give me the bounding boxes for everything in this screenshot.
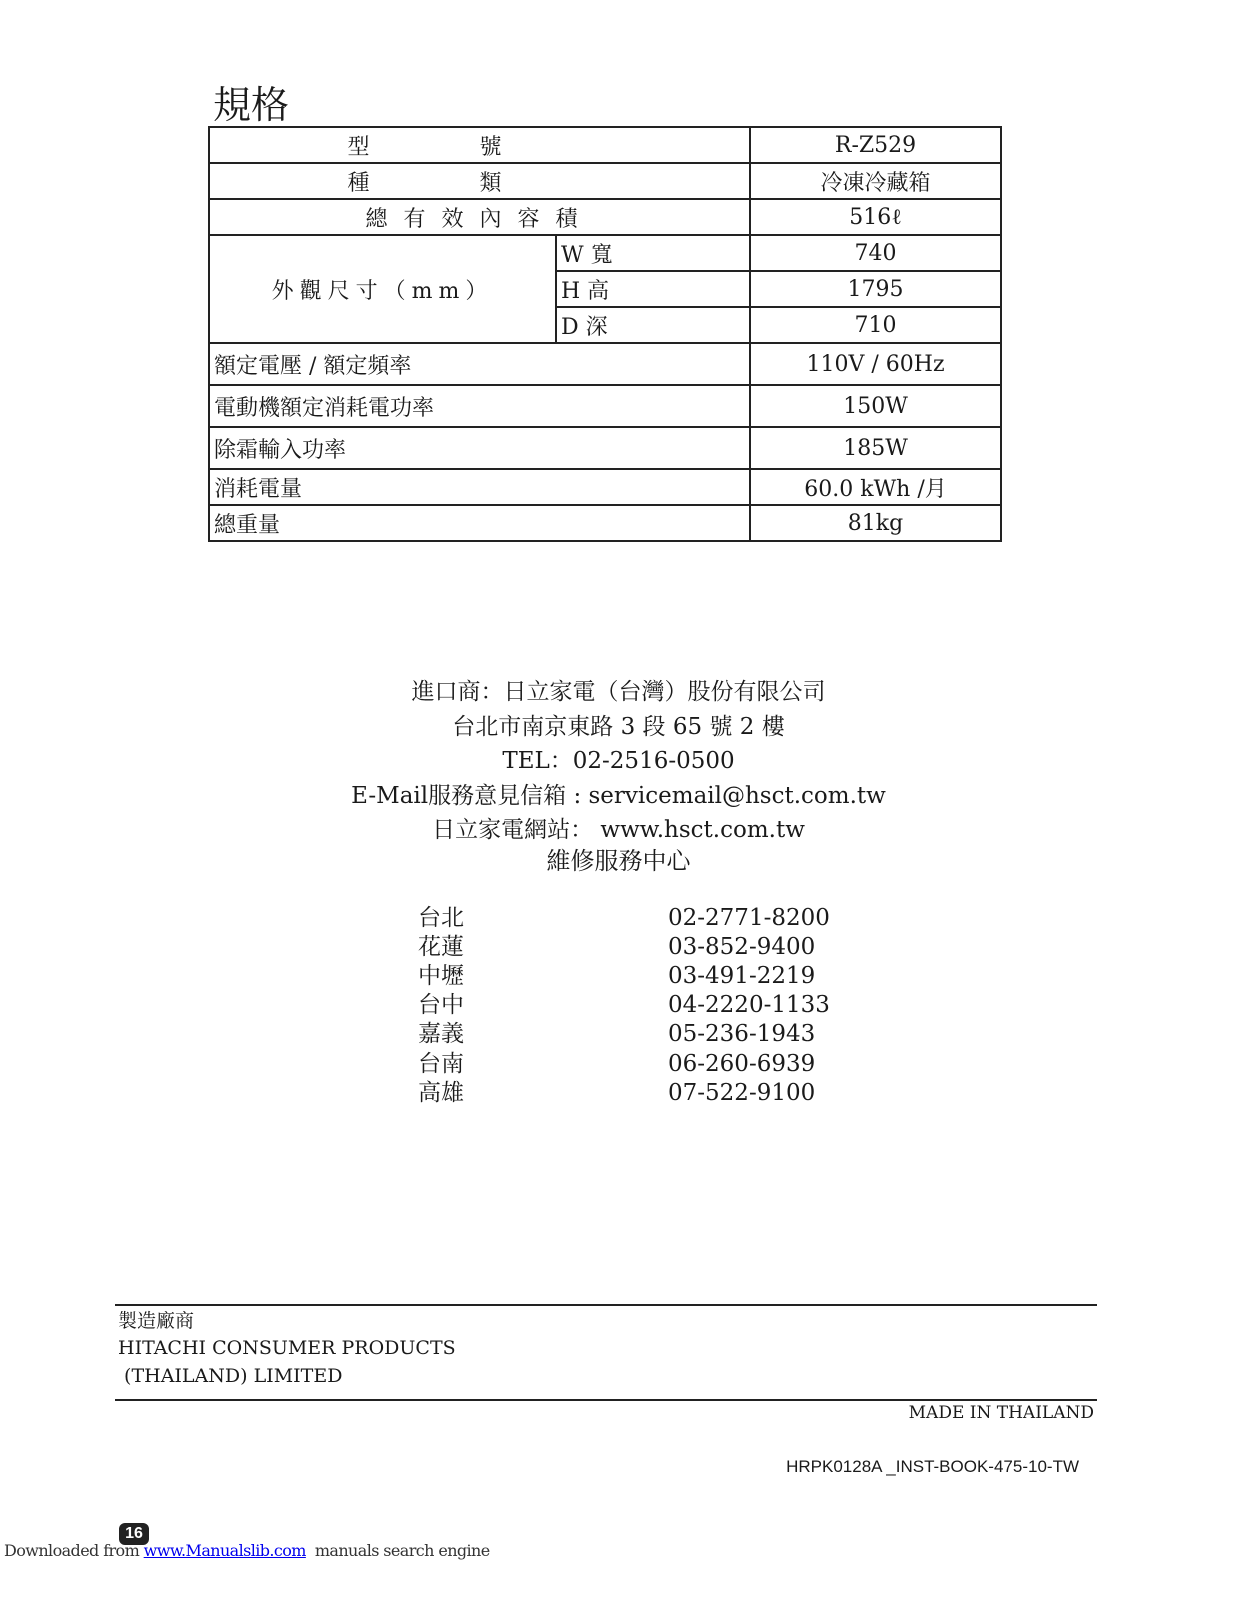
volume-value: 516ℓ xyxy=(750,199,1001,235)
spec-table xyxy=(208,126,1002,542)
manufacturer-label: 製造廠商 xyxy=(118,1310,195,1332)
table-row xyxy=(209,385,1001,427)
manufacturer-name-line1: HITACHI CONSUMER PRODUCTS xyxy=(118,1337,456,1359)
consumption-label: 消耗電量 xyxy=(209,469,750,505)
width-value: 740 xyxy=(750,235,1001,271)
service-phone: 03-852-9400 xyxy=(668,934,816,960)
download-footer xyxy=(4,1541,490,1560)
service-phone: 02-2771-8200 xyxy=(668,905,830,931)
document-code: HRPK0128A _INST-BOOK-475-10-TW xyxy=(786,1457,1079,1476)
divider-top xyxy=(115,1304,1097,1306)
page-title: 規格 xyxy=(213,83,290,127)
type-label: 種類 xyxy=(209,163,750,199)
service-title: 維修服務中心 xyxy=(546,847,691,875)
weight-label: 總重量 xyxy=(209,505,750,541)
importer-tel: TEL：02-2516-0500 xyxy=(502,748,735,774)
service-city: 嘉義 xyxy=(418,1021,464,1047)
consumption-value: 60.0 kWh /月 xyxy=(750,469,1001,505)
made-in-label: MADE IN THAILAND xyxy=(908,1403,1094,1423)
service-city: 中壢 xyxy=(418,963,464,989)
voltage-label: 額定電壓 / 額定頻率 xyxy=(209,343,750,385)
depth-value: 710 xyxy=(750,307,1001,343)
dimension-label: 外觀尺寸（mm） xyxy=(209,235,556,343)
depth-label: D 深 xyxy=(556,307,750,343)
voltage-value: 110V / 60Hz xyxy=(750,343,1001,385)
service-city: 台南 xyxy=(418,1051,464,1077)
volume-label: 總有效內容積 xyxy=(209,199,750,235)
footer-prefix: Downloaded from xyxy=(4,1541,144,1560)
importer-website: 日立家電網站： www.hsct.com.tw xyxy=(432,817,805,843)
table-row xyxy=(209,199,1001,235)
service-phone: 06-260-6939 xyxy=(668,1051,816,1077)
table-row xyxy=(209,127,1001,163)
weight-value: 81kg xyxy=(750,505,1001,541)
service-city: 高雄 xyxy=(418,1080,464,1106)
model-label: 型號 xyxy=(209,127,750,163)
height-value: 1795 xyxy=(750,271,1001,307)
service-city: 花蓮 xyxy=(418,934,464,960)
page-number-badge: 16 xyxy=(119,1523,149,1545)
table-row xyxy=(209,235,1001,271)
importer-company: 進口商：日立家電（台灣）股份有限公司 xyxy=(411,679,826,705)
model-value: R-Z529 xyxy=(750,127,1001,163)
height-label: H 高 xyxy=(556,271,750,307)
table-row xyxy=(209,505,1001,541)
service-phone: 03-491-2219 xyxy=(668,963,816,989)
defrost-value: 185W xyxy=(750,427,1001,469)
service-city: 台中 xyxy=(418,992,464,1018)
service-city: 台北 xyxy=(418,905,464,931)
table-row xyxy=(209,469,1001,505)
importer-email: E-Mail服務意見信箱 : servicemail@hsct.com.tw xyxy=(351,783,886,809)
footer-suffix: manuals search engine xyxy=(305,1541,490,1560)
defrost-label: 除霜輸入功率 xyxy=(209,427,750,469)
table-row xyxy=(209,163,1001,199)
service-phone: 07-522-9100 xyxy=(668,1080,816,1106)
manufacturer-name-line2: (THAILAND) LIMITED xyxy=(118,1365,343,1387)
table-row xyxy=(209,343,1001,385)
table-row xyxy=(209,427,1001,469)
motor-value: 150W xyxy=(750,385,1001,427)
service-phone: 04-2220-1133 xyxy=(668,992,830,1018)
importer-address: 台北市南京東路 3 段 65 號 2 樓 xyxy=(452,714,785,740)
manualslib-link[interactable]: www.Manualslib.com xyxy=(143,1541,306,1560)
type-value: 冷凍冷藏箱 xyxy=(750,163,1001,199)
motor-label: 電動機額定消耗電功率 xyxy=(209,385,750,427)
divider-bottom xyxy=(115,1399,1097,1401)
service-phone: 05-236-1943 xyxy=(668,1021,816,1047)
width-label: W 寬 xyxy=(556,235,750,271)
